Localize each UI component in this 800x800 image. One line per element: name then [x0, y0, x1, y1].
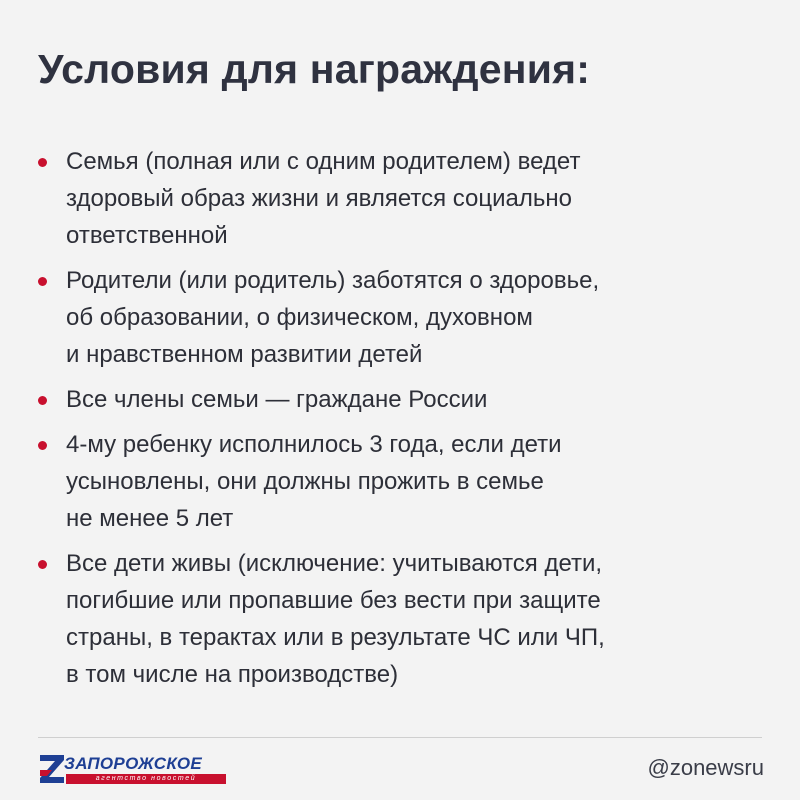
bullet-icon: [38, 396, 47, 405]
list-item: [38, 262, 768, 373]
bullet-icon: [38, 277, 47, 286]
list-item-line: ответственной: [66, 222, 228, 249]
list-item-line: Родители (или родитель) заботятся о здоровье,: [66, 267, 600, 294]
list-item: [38, 381, 768, 418]
social-handle[interactable]: @zonewsru: [647, 755, 764, 780]
list-item: [38, 426, 768, 537]
page-title: Условия для награждения:: [38, 46, 591, 92]
list-item-line: погибшие или пропавшие без вести при защите: [66, 587, 601, 614]
logo-subtitle: агентство новостей: [66, 774, 226, 784]
list-item-line: Все члены семьи — граждане России: [66, 386, 488, 413]
logo-name: ЗАПОРОЖСКОЕ: [64, 754, 203, 773]
list-item-line: не менее 5 лет: [66, 505, 234, 532]
conditions-list: [38, 143, 768, 701]
list-item-line: Семья (полная или с одним родителем) ведет: [66, 148, 581, 175]
bullet-icon: [38, 158, 47, 167]
list-item-line: об образовании, о физическом, духовном: [66, 304, 533, 331]
list-item-line: в том числе на производстве): [66, 661, 399, 688]
bullet-icon: [38, 441, 47, 450]
list-item: [38, 143, 768, 254]
list-item-line: страны, в терактах или в результате ЧС или ЧП,: [66, 624, 605, 651]
list-item-line: 4-му ребенку исполнилось 3 года, если дети: [66, 431, 562, 458]
list-item: [38, 545, 768, 693]
list-item-line: Все дети живы (исключение: учитываются дети,: [66, 550, 603, 577]
agency-logo[interactable]: [38, 753, 228, 785]
list-item-line: здоровый образ жизни и является социально: [66, 185, 573, 212]
bullet-icon: [38, 560, 47, 569]
list-item-line: и нравственном развитии детей: [66, 341, 423, 368]
list-item-line: усыновлены, они должны прожить в семье: [66, 468, 544, 495]
footer-divider: [38, 737, 762, 738]
